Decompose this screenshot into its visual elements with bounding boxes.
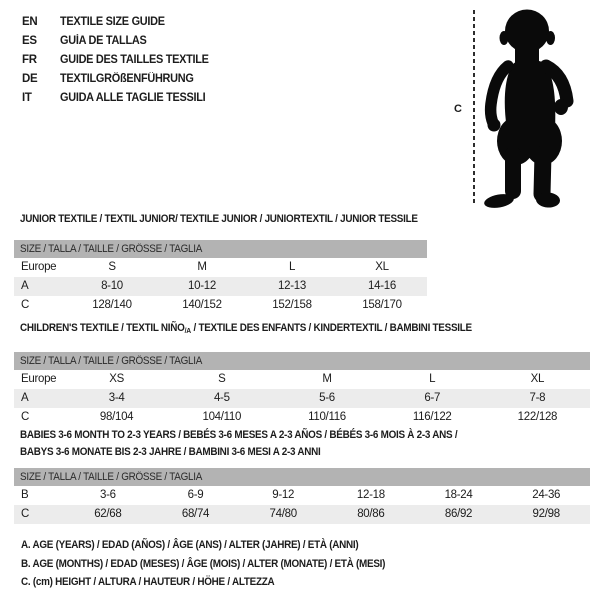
row-label: C	[21, 508, 30, 520]
size-cell: 110/116	[308, 411, 346, 423]
height-measure-dashed-line	[473, 10, 475, 206]
size-cell: 5-6	[319, 392, 335, 404]
language-row	[22, 32, 217, 51]
table-row	[14, 389, 590, 408]
size-band: SIZE / TALLA / TAILLE / GRÖSSE / TAGLIA	[14, 240, 427, 258]
row-label: A	[21, 392, 29, 404]
size-cell: 3-4	[108, 392, 125, 404]
footnote-line: A. AGE (YEARS) / EDAD (AÑOS) / ÂGE (ANS) / ALTER (JAHRE) / ETÀ (ANNI)	[21, 539, 359, 551]
size-cell: XL	[375, 261, 389, 273]
size-table-junior	[14, 213, 427, 315]
footnotes	[15, 536, 426, 592]
row-label: Europe	[21, 261, 57, 273]
size-cell: 62/68	[94, 508, 122, 520]
size-cell: 12-18	[356, 489, 385, 501]
language-title: GUÍA DE TALLAS	[60, 35, 147, 47]
size-cell: 122/128	[517, 411, 558, 423]
table-row	[14, 370, 590, 389]
size-band: SIZE / TALLA / TAILLE / GRÖSSE / TAGLIA	[14, 468, 590, 486]
size-cell: S	[108, 261, 116, 273]
toddler-silhouette	[482, 8, 578, 208]
size-cell: 74/80	[269, 508, 297, 520]
language-list	[22, 13, 217, 108]
size-cell: 68/74	[181, 508, 210, 520]
size-cell: 9-12	[272, 489, 295, 501]
size-cell: L	[288, 261, 296, 273]
size-cell: 8-10	[101, 280, 123, 292]
language-row	[22, 70, 217, 89]
table-title: JUNIOR TEXTILE / TEXTIL JUNIOR/ TEXTILE JUNIOR / JUNIORTEXTIL / JUNIOR TESSILE	[20, 213, 418, 225]
size-cell: 14-16	[368, 280, 396, 292]
size-cell: 18-24	[444, 489, 473, 501]
language-code: ES	[22, 35, 37, 47]
size-cell: 98/104	[99, 411, 134, 423]
size-cell: 12-13	[278, 280, 306, 292]
size-cell: 92/98	[532, 508, 560, 520]
footnote-line: C. (cm) HEIGHT / ALTURA / HAUTEUR / HÖHE / ALTEZZA	[21, 576, 275, 588]
size-cell: 6-9	[187, 489, 204, 501]
size-cell: 158/170	[362, 299, 402, 311]
language-row	[22, 13, 217, 32]
table-row	[14, 277, 427, 296]
row-label: A	[21, 280, 29, 292]
size-cell: 3-6	[99, 489, 116, 501]
footnote-line: B. AGE (MONTHS) / EDAD (MESES) / ÂGE (MOIS) / ALTER (MONATE) / ETÀ (MESI)	[21, 557, 386, 570]
table-row	[14, 258, 427, 277]
size-cell: M	[322, 373, 332, 385]
size-cell: 80/86	[357, 508, 385, 520]
size-cell: 24-36	[532, 489, 561, 501]
size-table-children	[14, 322, 590, 427]
size-cell: L	[429, 373, 436, 385]
table-row	[14, 486, 590, 505]
height-measure-label: C	[454, 103, 462, 115]
row-label: C	[21, 411, 30, 423]
language-title: GUIDE DES TAILLES TEXTILE	[60, 54, 209, 66]
size-cell: XS	[109, 373, 124, 385]
size-table-babies	[14, 427, 590, 524]
size-cell: 10-12	[188, 280, 216, 292]
table-row	[14, 505, 590, 524]
size-cell: 7-8	[529, 392, 546, 404]
language-code: FR	[22, 54, 37, 66]
row-label: Europe	[21, 373, 57, 385]
language-code: IT	[22, 92, 32, 104]
size-cell: M	[197, 261, 207, 273]
size-cell: 140/152	[182, 299, 222, 311]
size-cell: XL	[530, 373, 545, 385]
table-title: BABIES 3-6 MONTH TO 2-3 YEARS / BEBÉS 3-6 MESES A 2-3 AÑOS / BÉBÉS 3-6 MOIS À 2-3 ANS / BABYS 3-6 MONATE BIS 2-3 JAHRE / BAMBINI 3-6 MESI A 2-3 ANNI	[20, 429, 458, 458]
language-code: EN	[22, 16, 38, 28]
row-label: B	[21, 489, 29, 501]
size-cell: 104/110	[202, 411, 242, 423]
size-cell: 86/92	[444, 508, 473, 520]
language-title: TEXTILE SIZE GUIDE	[60, 16, 165, 28]
table-row	[14, 296, 427, 315]
table-title: CHILDREN'S TEXTILE / TEXTIL $NIÑO_{/A}$ / TEXTILE DES ENFANTS / KINDERTEXTIL / BAMBINI TESSILE	[20, 322, 472, 335]
table-row	[14, 408, 590, 427]
size-cell: 152/158	[272, 299, 312, 311]
size-cell: S	[218, 373, 226, 385]
language-title: TEXTILGRÖßENFÜHRUNG	[60, 73, 194, 85]
size-cell: 128/140	[92, 299, 132, 311]
size-band: SIZE / TALLA / TAILLE / GRÖSSE / TAGLIA	[14, 352, 590, 370]
language-row	[22, 89, 217, 108]
language-row	[22, 51, 217, 70]
language-title: GUIDA ALLE TAGLIE TESSILI	[60, 92, 206, 104]
size-cell: 116/122	[412, 411, 452, 423]
language-code: DE	[22, 73, 38, 85]
size-cell: 4-5	[213, 392, 230, 404]
size-cell: 6-7	[424, 392, 441, 404]
row-label: C	[21, 299, 30, 311]
